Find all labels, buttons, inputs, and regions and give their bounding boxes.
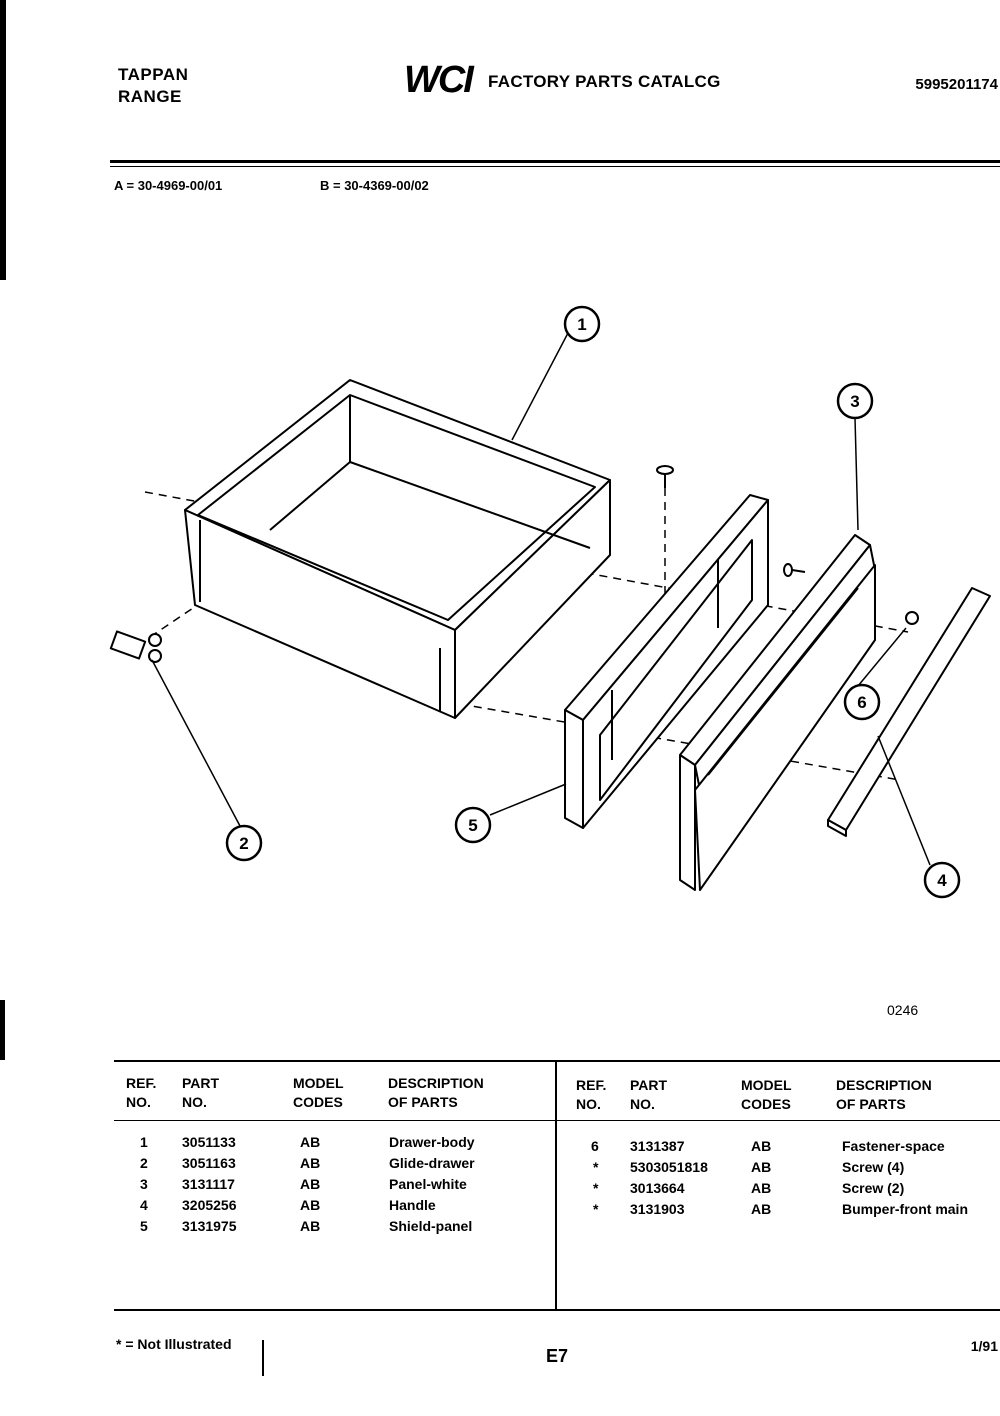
table-row-desc: Panel-white (389, 1176, 467, 1192)
table-row-desc: Glide-drawer (389, 1155, 475, 1171)
table-bottom-rule (114, 1309, 1000, 1311)
callout-1: 1 (577, 315, 587, 334)
hdr-part: PART NO. (182, 1075, 220, 1110)
scan-edge-mark (0, 1000, 5, 1060)
hdr-part-right: PART NO. (630, 1077, 668, 1112)
table-row-model: AB (751, 1201, 772, 1217)
table-row-ref: * (593, 1180, 599, 1196)
callout-3: 3 (850, 392, 860, 411)
scan-edge-mark (0, 0, 6, 280)
screw-side (784, 564, 805, 576)
table-row-model: AB (300, 1218, 321, 1234)
document-number: 5995201174 (915, 76, 998, 93)
table-row-desc: Drawer-body (389, 1134, 475, 1150)
not-illustrated-note: * = Not Illustrated (116, 1336, 232, 1352)
table-row-model: AB (300, 1197, 321, 1213)
drawer-body (185, 380, 610, 718)
table-row-part: 3051133 (182, 1134, 236, 1150)
table-row-ref: * (593, 1201, 599, 1217)
table-row-desc: Shield-panel (389, 1218, 473, 1234)
brand-line-2: RANGE (118, 87, 182, 106)
table-row-model: AB (300, 1134, 321, 1150)
table-row-ref: 1 (140, 1134, 148, 1150)
table-row-model: AB (300, 1176, 321, 1192)
hdr-desc-right: DESCRIPTION OF PARTS (836, 1077, 932, 1112)
table-row-model: AB (751, 1180, 772, 1196)
table-row-ref: 5 (140, 1218, 148, 1234)
catalog-title: FACTORY PARTS CATALCG (488, 72, 721, 91)
table-row-ref: 4 (140, 1197, 148, 1213)
table-column-divider (555, 1062, 557, 1310)
table-row-ref: 6 (591, 1138, 599, 1154)
table-row-desc: Fastener-space (842, 1138, 945, 1154)
wci-logo: WCI (404, 59, 472, 101)
table-row-part: 3131903 (630, 1201, 685, 1217)
callout-6: 6 (857, 693, 867, 712)
hdr-model: MODEL CODES (293, 1075, 344, 1110)
table-top-rule (114, 1060, 1000, 1062)
model-a: A = 30-4969-00/01 (114, 178, 223, 193)
callout-5: 5 (468, 816, 478, 835)
figure-code: 0246 (887, 1002, 919, 1018)
table-header-rule (114, 1120, 1000, 1121)
table-row-part: 3205256 (182, 1197, 237, 1213)
table-row-part: 3131387 (630, 1138, 685, 1154)
table-row-desc: Bumper-front main (842, 1201, 968, 1217)
model-b: B = 30-4369-00/02 (320, 178, 429, 193)
hdr-ref-right: REF. NO. (576, 1077, 607, 1112)
hdr-ref: REF. NO. (126, 1075, 157, 1110)
table-row-model: AB (300, 1155, 321, 1171)
table-row-ref: * (593, 1159, 599, 1175)
table-row-part: 3051163 (182, 1155, 236, 1171)
table-row-part: 3131975 (182, 1218, 237, 1234)
table-row-part: 3131117 (182, 1176, 235, 1192)
footer-tick (262, 1340, 264, 1376)
drawer-glide (111, 631, 161, 662)
table-row-desc: Handle (389, 1197, 436, 1213)
hdr-desc: DESCRIPTION OF PARTS (388, 1075, 484, 1110)
callout-4: 4 (937, 871, 947, 890)
table-row-model: AB (751, 1138, 772, 1154)
catalog-date: 1/91 (970, 1338, 998, 1354)
table-row-part: 5303051818 (630, 1159, 708, 1175)
page-number: E7 (546, 1346, 569, 1366)
table-row-desc: Screw (4) (842, 1159, 905, 1175)
table-row-ref: 3 (140, 1176, 148, 1192)
screw-top (657, 466, 673, 488)
table-row-part: 3013664 (630, 1180, 685, 1196)
brand-line-1: TAPPAN (118, 65, 189, 84)
table-row-ref: 2 (140, 1155, 148, 1171)
table-row-desc: Screw (2) (842, 1180, 905, 1196)
callout-2: 2 (239, 834, 249, 853)
fastener-spacer (906, 612, 918, 624)
hdr-model-right: MODEL CODES (741, 1077, 792, 1112)
table-row-model: AB (751, 1159, 772, 1175)
